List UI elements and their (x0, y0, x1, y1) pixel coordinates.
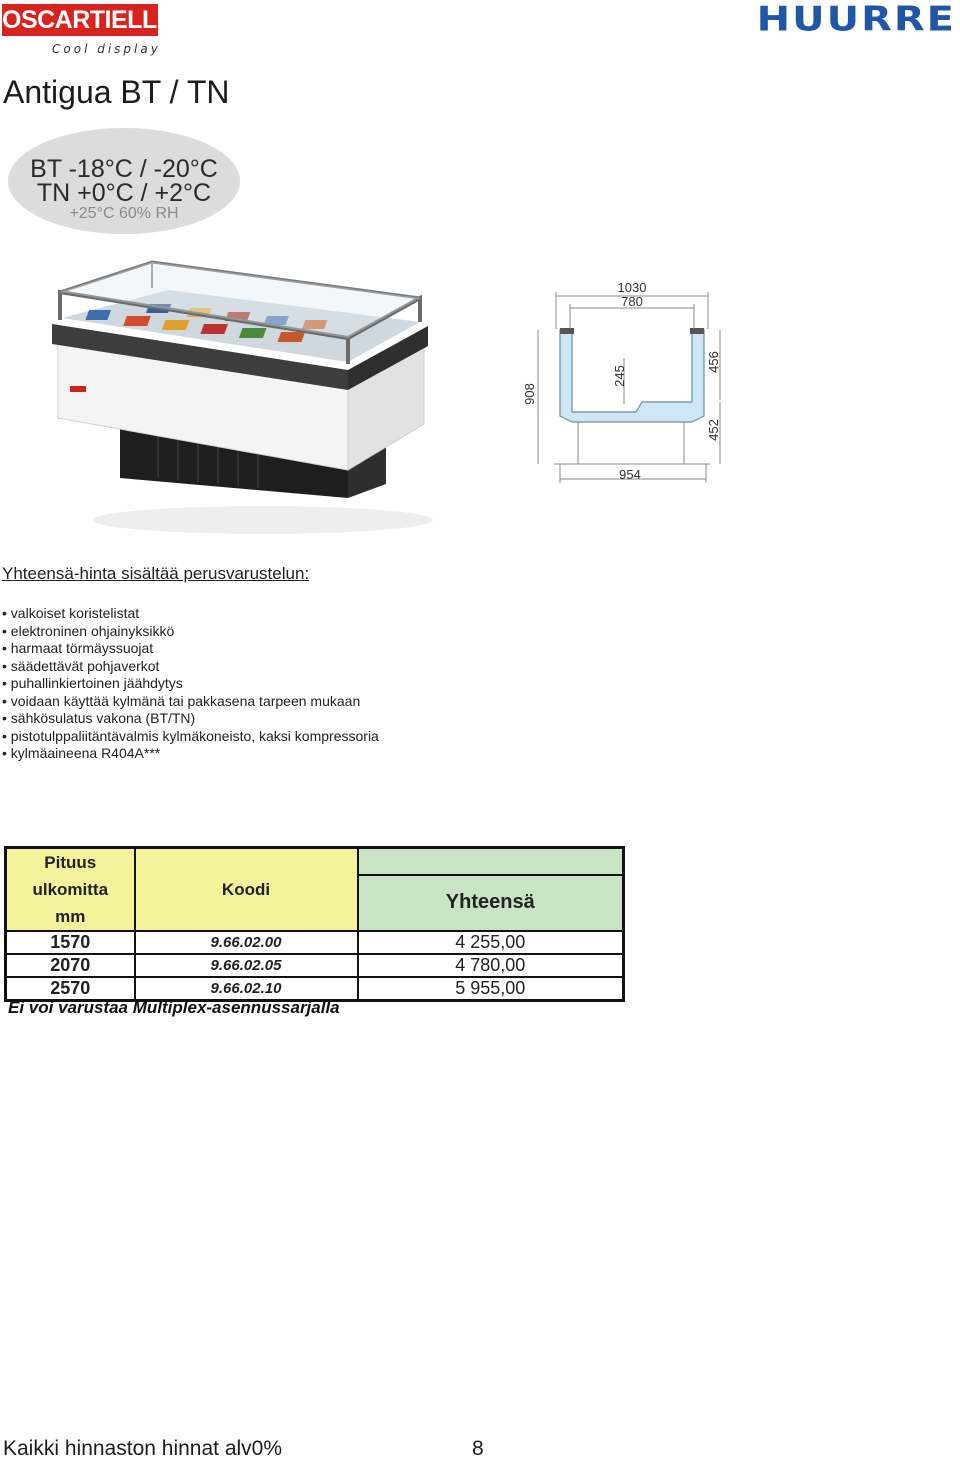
list-item: • säädettävät pohjaverkot (2, 658, 379, 676)
list-item: • valkoiset koristelistat (2, 605, 379, 623)
cell-length: 2570 (6, 977, 135, 1001)
cell-code: 9.66.02.05 (135, 954, 358, 977)
header-length-line3: mm (55, 907, 86, 926)
price-table (4, 846, 625, 1002)
page-title: Antigua BT / TN (3, 74, 230, 110)
list-item: • pistotulppaliitäntävalmis kylmäkoneisto, kaksi kompressoria (2, 728, 379, 746)
dim-depth-inner: 245 (612, 365, 627, 387)
list-item: • elektroninen ohjainyksikkö (2, 623, 379, 641)
cell-total: 4 255,00 (358, 931, 624, 954)
dim-width-inner: 780 (621, 294, 643, 309)
list-item: • puhallinkiertoinen jäähdytys (2, 675, 379, 693)
list-item: • sähkösulatus vakona (BT/TN) (2, 710, 379, 728)
temperature-badge (8, 128, 240, 234)
table-note: Ei voi varustaa Multiplex-asennussarjalla (8, 998, 340, 1017)
cell-total: 4 780,00 (358, 954, 624, 977)
cell-length: 2070 (6, 954, 135, 977)
huurre-logo: HUURRE (756, 0, 956, 39)
header-total-top (358, 848, 624, 875)
page-number: 8 (472, 1437, 484, 1460)
list-item: • harmaat törmäyssuojat (2, 640, 379, 658)
cell-code: 9.66.02.10 (135, 977, 358, 1001)
temperature-bt: BT -18°C / -20°C (30, 155, 218, 183)
header-length (6, 848, 135, 932)
temperature-tn: TN +0°C / +2°C (36, 179, 212, 207)
list-item: • kylmäaineena R404A*** (2, 745, 379, 763)
header-code: Koodi (135, 848, 358, 932)
oscartielle-logo-wordmark: OSCARTIELLE (2, 6, 173, 34)
header-length-line1: Pituus (44, 853, 97, 872)
list-item: • voidaan käyttää kylmänä tai pakkasena tarpeen mukaan (2, 693, 379, 711)
price-table-container (4, 846, 622, 1002)
dim-height-upper: 456 (706, 351, 721, 373)
product-image-freezer (48, 258, 438, 538)
table-row (6, 931, 624, 954)
dim-height-lower: 452 (706, 419, 721, 441)
oscartielle-logo-tagline: Cool display (52, 42, 161, 56)
dim-width-outer: 1030 (617, 280, 647, 295)
dimension-drawing (520, 274, 740, 494)
cell-length: 1570 (6, 931, 135, 954)
footer-vat-note: Kaikki hinnaston hinnat alv0% (3, 1437, 283, 1460)
header-length-line2: ulkomitta (32, 880, 109, 899)
header-total: Yhteensä (358, 875, 624, 931)
cell-code: 9.66.02.00 (135, 931, 358, 954)
feature-list (2, 605, 379, 763)
dim-height-total: 908 (522, 383, 537, 405)
oscartielle-logo (2, 4, 173, 56)
includes-heading: Yhteensä-hinta sisältää perusvarustelun: (2, 564, 310, 583)
cell-total: 5 955,00 (358, 977, 624, 1001)
table-row (6, 977, 624, 1001)
dim-base-width: 954 (619, 467, 641, 482)
climate-class: +25°C 60% RH (69, 205, 179, 222)
table-row (6, 954, 624, 977)
